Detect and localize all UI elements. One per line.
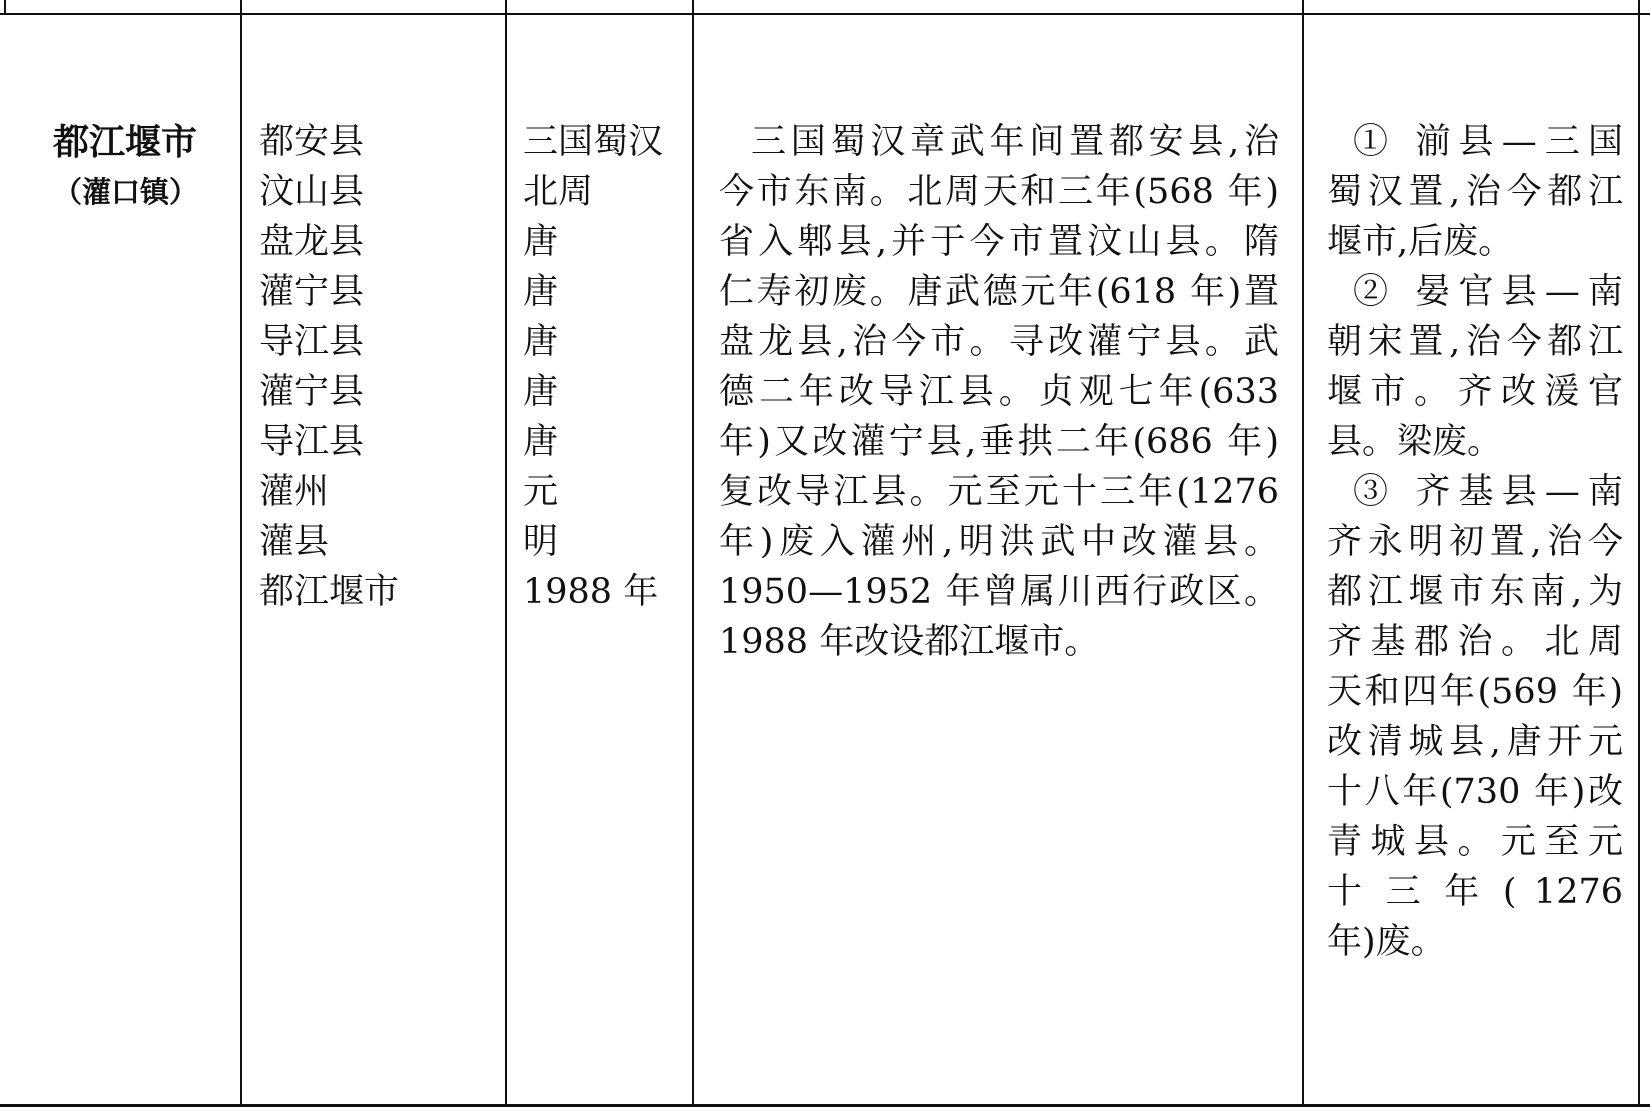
note-line: 十八年(730 年)改 (1327, 772, 1623, 812)
era: 唐 (523, 272, 559, 312)
history-line: 盘龙县,治今市。寻改灌宁县。武 (719, 322, 1279, 362)
era: 明 (523, 522, 559, 562)
history-cell (719, 117, 1279, 667)
history-line: 年)废入灌州,明洪武中改灌县。 (719, 522, 1279, 562)
era: 唐 (523, 222, 559, 262)
era: 唐 (523, 372, 559, 412)
column-divider-4 (1302, 0, 1304, 1106)
historical-name: 汶山县 (259, 172, 365, 212)
eras-cell (523, 117, 683, 617)
place-cell (53, 117, 233, 217)
table-right-border (1638, 0, 1640, 1106)
note-line: 县。梁废。 (1327, 422, 1503, 462)
historical-name: 盘龙县 (259, 222, 365, 262)
note-line: ③ 齐基县—南 (1353, 472, 1623, 512)
place-alias: （灌口镇） (53, 175, 199, 209)
column-divider-3 (692, 0, 694, 1106)
table-bottom-border (0, 1104, 1650, 1107)
historical-name: 导江县 (259, 422, 365, 462)
place-name: 都江堰市 (53, 121, 198, 163)
note-line: 朝宋置,治今都江 (1327, 322, 1623, 362)
historical-name: 灌县 (259, 522, 330, 562)
note-line: 蜀汉置,治今都江 (1327, 172, 1623, 212)
era: 三国蜀汉 (523, 122, 664, 162)
notes-cell (1327, 117, 1623, 967)
column-divider-2 (505, 0, 507, 1106)
note-line: 年)废。 (1327, 922, 1446, 962)
note-line: 十 三 年 ( 1276 (1327, 872, 1623, 912)
note-line: 堰市。齐改湲官 (1327, 372, 1623, 412)
note-line: 齐永明初置,治今 (1327, 522, 1623, 562)
historical-name: 灌宁县 (259, 372, 365, 412)
history-line: 复改导江县。元至元十三年(1276 (719, 472, 1279, 512)
history-line: 省入郫县,并于今市置汶山县。隋 (719, 222, 1279, 262)
history-line: 年)又改灌宁县,垂拱二年(686 年) (719, 422, 1279, 462)
table-top-border (0, 13, 1650, 15)
era: 唐 (523, 422, 559, 462)
note-line: 天和四年(569 年) (1327, 672, 1623, 712)
note-line: 青城县。元至元 (1327, 822, 1623, 862)
note-line: ① 湔县—三国 (1353, 122, 1623, 162)
era: 元 (523, 472, 559, 512)
historical-name: 导江县 (259, 322, 365, 362)
history-line: 三国蜀汉章武年间置都安县,治 (751, 122, 1279, 162)
table-left-border (4, 0, 6, 15)
historical-name: 都安县 (259, 122, 365, 162)
history-line: 今市东南。北周天和三年(568 年) (719, 172, 1279, 212)
note-line: ② 晏官县—南 (1353, 272, 1623, 312)
historical-name: 灌州 (259, 472, 330, 512)
history-line: 德二年改导江县。贞观七年(633 (719, 372, 1279, 412)
era: 北周 (523, 172, 594, 212)
era: 唐 (523, 322, 559, 362)
note-line: 都江堰市东南,为 (1327, 572, 1623, 612)
history-line: 1988 年改设都江堰市。 (719, 622, 1100, 662)
note-line: 堰市,后废。 (1327, 222, 1514, 262)
historical-name: 都江堰市 (259, 572, 400, 612)
note-line: 齐基郡治。北周 (1327, 622, 1623, 662)
era: 1988 年 (523, 572, 659, 612)
column-divider-1 (240, 0, 242, 1106)
note-line: 改清城县,唐开元 (1327, 722, 1623, 762)
history-line: 仁寿初废。唐武德元年(618 年)置 (719, 272, 1279, 312)
historical-names-cell (259, 117, 489, 617)
historical-name: 灌宁县 (259, 272, 365, 312)
history-line: 1950—1952 年曾属川西行政区。 (719, 572, 1279, 612)
